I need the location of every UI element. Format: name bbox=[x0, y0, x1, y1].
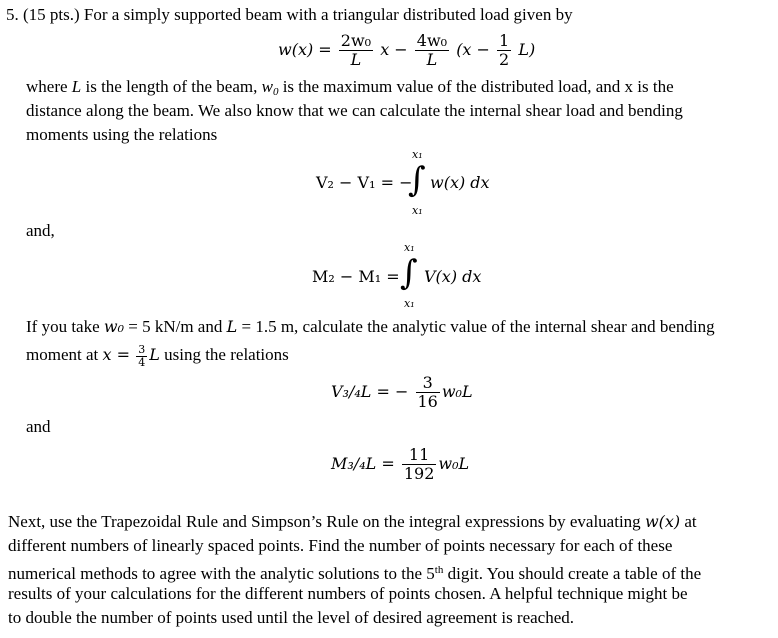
frac-den: L bbox=[426, 50, 438, 69]
where-L: L bbox=[71, 77, 82, 96]
v34-lhs: V₃/₄L bbox=[331, 382, 372, 401]
next-text: numerical methods to agree with the analytic solutions to the 5 bbox=[8, 564, 435, 583]
given-text: = 5 kN/m and bbox=[128, 317, 223, 336]
v34-tail: w₀L bbox=[441, 382, 473, 401]
text-line-distance: distance along the beam. We also know that we can calculate the internal shear load and bending bbox=[26, 101, 683, 120]
frac-den: L bbox=[350, 50, 362, 69]
problem-points: (15 pts.) bbox=[23, 5, 80, 24]
w-paren-close: L) bbox=[518, 40, 536, 59]
text-and-2: and bbox=[26, 417, 51, 436]
w-paren-open: (x − bbox=[456, 40, 490, 59]
upper-limit: x₁ bbox=[404, 241, 415, 254]
problem-intro-line bbox=[6, 4, 573, 26]
shear-result-equation bbox=[331, 372, 473, 412]
shear-lhs: V₂ − V₁ = − bbox=[316, 173, 413, 192]
frac-num: 1 bbox=[499, 31, 510, 50]
moment-lhs: M₂ − M₁ = bbox=[312, 267, 400, 286]
given-text: moment at bbox=[26, 345, 99, 364]
frac-11-over-192 bbox=[402, 446, 437, 483]
m34-eq: = bbox=[381, 454, 395, 473]
w-mid: x − bbox=[380, 40, 408, 59]
frac-den: 192 bbox=[403, 464, 435, 483]
given-w0: w₀ bbox=[103, 317, 124, 336]
frac-3-over-16 bbox=[416, 374, 440, 411]
where-text: where bbox=[26, 77, 68, 96]
given-text: using the relations bbox=[164, 345, 289, 364]
next-line-4: results of your calculations for the different numbers of points chosen. A helpful technique might be bbox=[8, 584, 688, 603]
problem-number: 5. bbox=[6, 5, 19, 24]
superscript-th: th bbox=[434, 564, 444, 576]
where-w0: $w_0$ bbox=[261, 77, 279, 98]
given-x-eq: x = bbox=[102, 345, 130, 364]
integral-sign: ∫ bbox=[408, 160, 426, 200]
problem-intro: For a simply supported beam with a triangular distributed load given by bbox=[83, 5, 573, 24]
m34-tail: w₀L bbox=[438, 454, 470, 473]
frac-den: 16 bbox=[417, 392, 438, 411]
frac-4w0-over-L bbox=[415, 32, 449, 69]
w-lhs: w(x) = bbox=[278, 40, 332, 59]
given-L2: L bbox=[149, 345, 160, 364]
moment-integrand: V(x) dx bbox=[424, 267, 482, 286]
frac-num: 11 bbox=[402, 446, 437, 465]
next-wx: w(x) bbox=[644, 512, 681, 531]
frac-2w0-over-L bbox=[339, 32, 373, 69]
given-L: L bbox=[226, 317, 238, 336]
given-line bbox=[26, 316, 715, 338]
v34-eq: = − bbox=[376, 382, 409, 401]
upper-limit: x₁ bbox=[412, 148, 423, 161]
m34-lhs: M₃/₄L bbox=[331, 454, 377, 473]
text-and-1: and, bbox=[26, 221, 55, 240]
next-line-2: different numbers of linearly spaced points. Find the number of points necessary for each of these bbox=[8, 536, 673, 555]
frac-1-over-2 bbox=[497, 32, 511, 69]
given-text: If you take bbox=[26, 317, 100, 336]
w0-symbol: w bbox=[261, 77, 273, 96]
frac-den: 4 bbox=[138, 355, 146, 369]
frac-num: 3 bbox=[416, 374, 440, 393]
frac-num: 2w₀ bbox=[340, 31, 372, 50]
lower-limit: x₁ bbox=[412, 204, 423, 217]
frac-3-over-4 bbox=[136, 344, 147, 369]
where-text: is the length of the beam, bbox=[85, 77, 258, 96]
frac-den: 2 bbox=[499, 50, 510, 69]
next-line-3 bbox=[8, 559, 701, 585]
given-text: = 1.5 m, calculate the analytic value of the internal shear and bending bbox=[241, 317, 715, 336]
next-line-5: to double the number of points used until the level of desired agreement is reached. bbox=[8, 608, 575, 627]
moment-result-equation bbox=[331, 444, 469, 484]
lower-limit: x₁ bbox=[404, 297, 415, 310]
next-line-1 bbox=[8, 511, 697, 533]
where-text: is the maximum value of the distributed load, and x is the bbox=[282, 77, 674, 96]
next-text: digit. You should create a table of the bbox=[447, 564, 702, 583]
next-text: Next, use the Trapezoidal Rule and Simpson’s Rule on the integral expressions by evaluating bbox=[8, 512, 641, 531]
frac-num: 3 bbox=[138, 342, 146, 356]
moment-at-line bbox=[26, 342, 289, 369]
shear-integrand: w(x) dx bbox=[430, 173, 490, 192]
where-line bbox=[26, 76, 674, 103]
next-text: at bbox=[684, 512, 697, 531]
integral-sign: ∫ bbox=[400, 253, 418, 293]
load-equation bbox=[278, 30, 535, 70]
text-line-relations: moments using the relations bbox=[26, 125, 218, 144]
frac-num: 4w₀ bbox=[416, 31, 448, 50]
